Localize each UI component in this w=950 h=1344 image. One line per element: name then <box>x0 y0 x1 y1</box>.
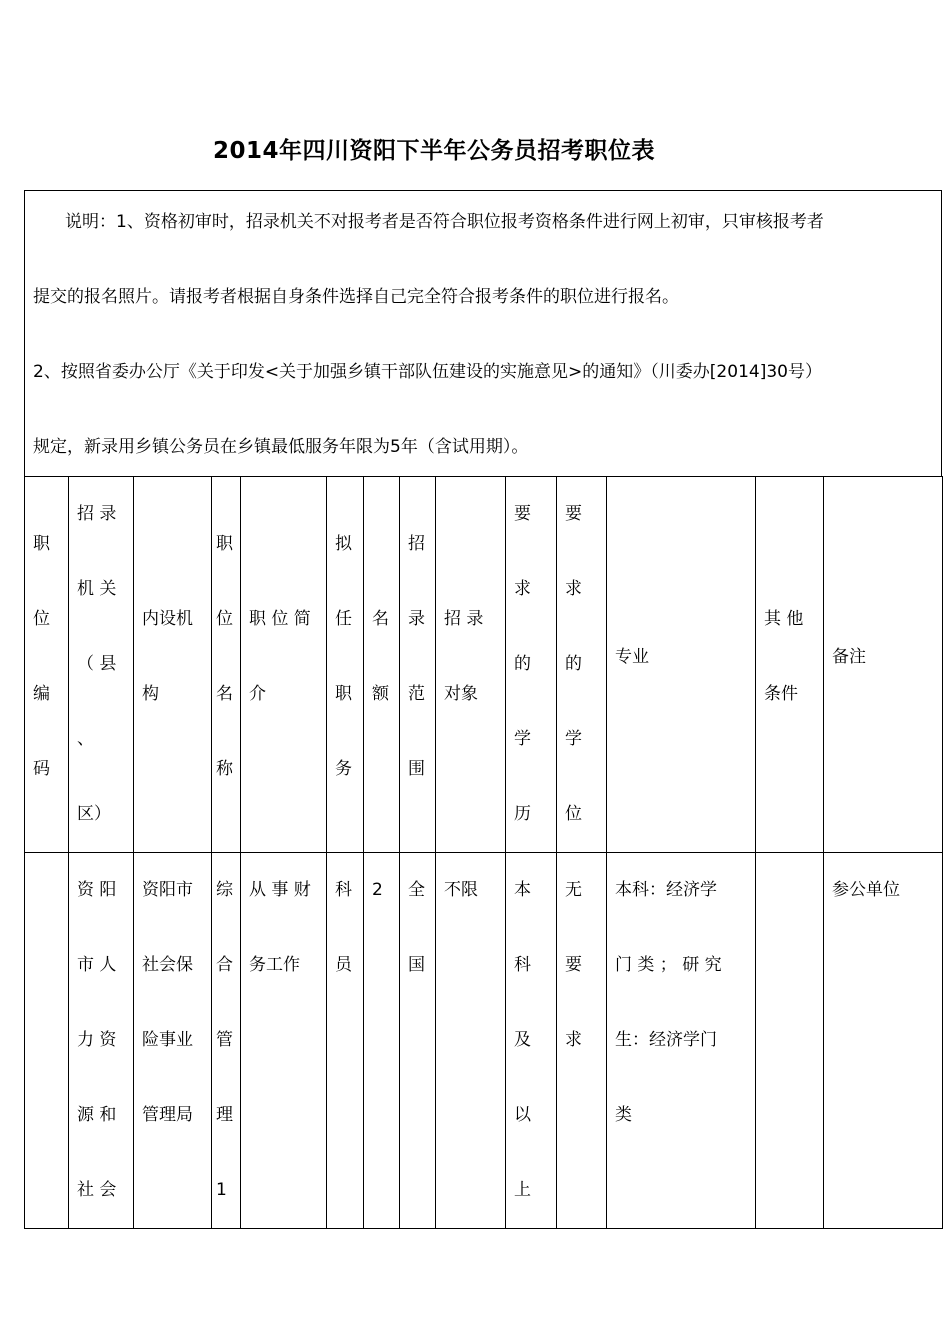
cell-code <box>25 853 69 1229</box>
header-scope: 招 录 范 围 <box>400 477 436 853</box>
cell-agency: 资 阳 市 人 力 资 源 和 社 会 <box>69 853 134 1229</box>
cell-dept: 资阳市 社会保 险事业 管理局 <box>134 853 212 1229</box>
cell-intro: 从 事 财 务工作 <box>241 853 327 1229</box>
header-row <box>25 477 943 853</box>
data-grid <box>24 476 943 1229</box>
note-line-2: 提交的报名照片。请报考者根据自身条件选择自己完全符合报考条件的职位进行报名。 <box>33 287 679 307</box>
header-position: 职 位 名 称 <box>212 477 241 853</box>
cell-target: 不限 <box>436 853 506 1229</box>
cell-remark: 参公单位 <box>824 853 943 1229</box>
header-degree: 要 求 的 学 位 <box>557 477 607 853</box>
cell-quota: 2 <box>364 853 400 1229</box>
header-quota: 名 额 <box>364 477 400 853</box>
position-table <box>24 190 942 1200</box>
cell-edu: 本 科 及 以 上 <box>506 853 557 1229</box>
note-line-1: 说明：1、资格初审时，招录机关不对报考者是否符合职位报考资格条件进行网上初审，只审核报考者 <box>65 212 824 232</box>
header-remark: 备注 <box>824 477 943 853</box>
header-edu: 要 求 的 学 历 <box>506 477 557 853</box>
cell-degree: 无 要 求 <box>557 853 607 1229</box>
notes-box <box>24 190 942 477</box>
header-intro: 职 位 简 介 <box>241 477 327 853</box>
header-code: 职 位 编 码 <box>25 477 69 853</box>
cell-position: 综 合 管 理 1 <box>212 853 241 1229</box>
note-line-3: 2、按照省委办公厅《关于印发<关于加强乡镇干部队伍建设的实施意见>的通知》（川委办[2014]30号） <box>33 362 822 382</box>
header-dept: 内设机 构 <box>134 477 212 853</box>
header-other: 其 他 条件 <box>756 477 824 853</box>
page-title: 2014年四川资阳下半年公务员招考职位表 <box>212 138 655 164</box>
header-major: 专业 <box>607 477 756 853</box>
table-row <box>25 853 943 1229</box>
note-line-4: 规定，新录用乡镇公务员在乡镇最低服务年限为5年（含试用期）。 <box>33 437 529 457</box>
cell-scope: 全 国 <box>400 853 436 1229</box>
header-post: 拟 任 职 务 <box>327 477 364 853</box>
cell-other <box>756 853 824 1229</box>
header-target: 招 录 对象 <box>436 477 506 853</box>
cell-major: 本科：经济学 门 类 ； 研 究 生：经济学门 类 <box>607 853 756 1229</box>
header-agency: 招 录 机 关 （ 县 、 区） <box>69 477 134 853</box>
cell-post: 科 员 <box>327 853 364 1229</box>
